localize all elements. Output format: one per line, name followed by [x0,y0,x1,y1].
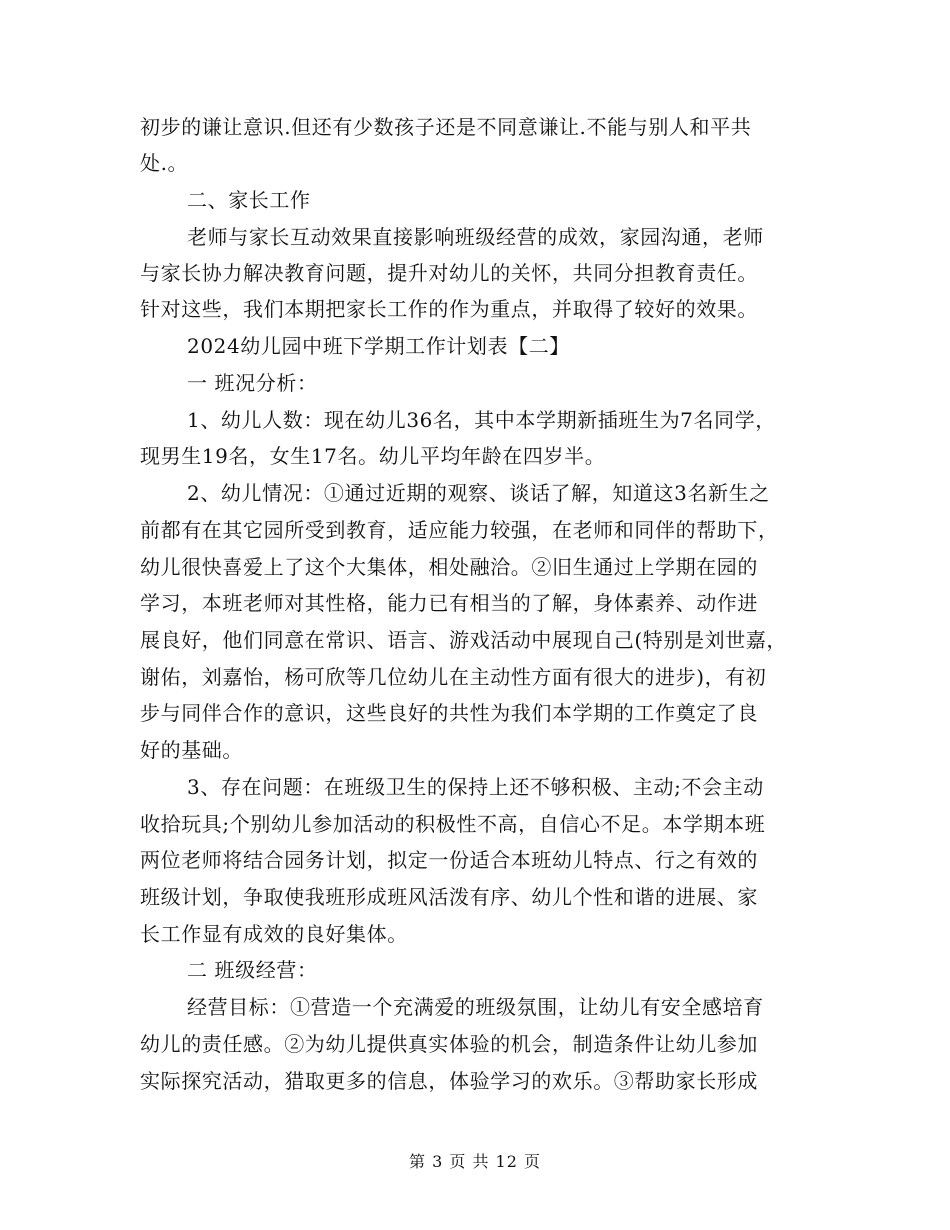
text-line: 收拾玩具;个别幼儿参加活动的积极性不高，自信心不足。本学期本班 [140,812,766,836]
text-line: 2、幼儿情况：①通过近期的观察、谈话了解，知道这3名新生之 [187,481,770,505]
page-number-footer: 第 3 页 共 12 页 [409,1152,541,1171]
text-line: 实际探究活动，猎取更多的信息，体验学习的欢乐。③帮助家长形成 [140,1069,758,1093]
text-line: 与家长协力解决教育问题，提升对幼儿的关怀，共同分担教育责任。 [140,261,758,285]
text-line: 前都有在其它园所受到教育，适应能力较强，在老师和同伴的帮助下， [140,518,779,542]
section-heading: 二、家长工作 [187,188,311,212]
text-line: 老师与家长互动效果直接影响班级经营的成效，家园沟通，老师 [187,225,764,249]
text-line: 谢佑，刘嘉怡，杨可欣等几位幼儿在主动性方面有很大的进步)，有初 [140,665,767,689]
text-line: 好的基础。 [140,738,243,762]
text-line: 针对这些，我们本期把家长工作的作为重点，并取得了较好的效果。 [140,297,758,321]
section-heading: 2024幼儿园中班下学期工作计划表【二】 [187,334,570,358]
text-line: 步与同伴合作的意识，这些良好的共性为我们本学期的工作奠定了良 [140,701,758,725]
text-line: 现男生19名，女生17名。幼儿平均年龄在四岁半。 [140,444,606,468]
text-line: 幼儿很快喜爱上了这个大集体，相处融洽。②旧生通过上学期在园的 [140,555,758,579]
text-line: 展良好，他们同意在常识、语言、游戏活动中展现自己(特别是刘世嘉， [140,628,788,652]
text-line: 3、存在问题：在班级卫生的保持上还不够积极、主动;不会主动 [187,775,764,799]
text-line: 处.。 [140,151,189,175]
text-line: 1、幼儿人数：现在幼儿36名，其中本学期新插班生为7名同学， [187,408,776,432]
text-line: 幼儿的责任感。②为幼儿提供真实体验的机会，制造条件让幼儿参加 [140,1032,758,1056]
section-heading: 二 班级经营： [187,958,318,982]
text-line: 班级计划，争取使我班形成班风活泼有序、幼儿个性和谐的进展、家 [140,885,758,909]
text-line: 经营目标：①营造一个充满爱的班级氛围，让幼儿有安全感培育 [187,995,764,1019]
text-line: 两位老师将结合园务计划，拟定一份适合本班幼儿特点、行之有效的 [140,848,758,872]
text-line: 初步的谦让意识.但还有少数孩子还是不同意谦让.不能与别人和平共 [140,115,752,139]
text-line: 长工作显有成效的良好集体。 [140,922,408,946]
text-line: 学习，本班老师对其性格，能力已有相当的了解，身体素养、动作进 [140,591,758,615]
section-heading: 一 班况分析： [187,371,318,395]
